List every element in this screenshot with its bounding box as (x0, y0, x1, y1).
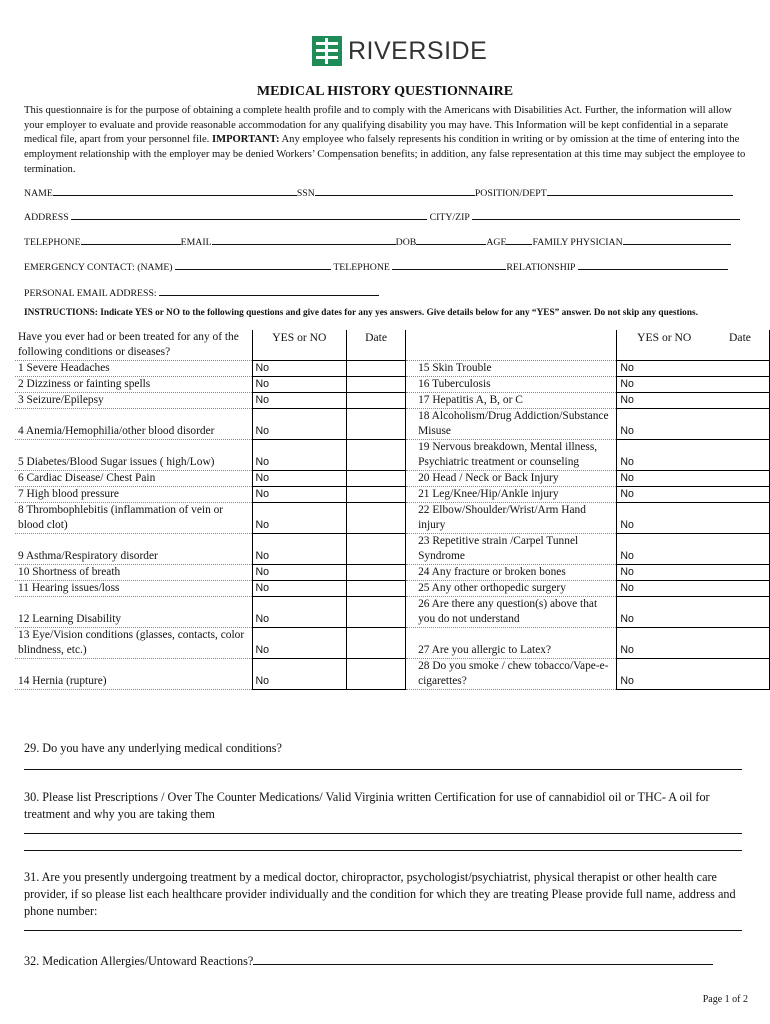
date-field[interactable] (347, 565, 406, 581)
condition-label: 8 Thrombophlebitis (inflammation of vein or blood clot) (15, 503, 252, 534)
condition-label: 26 Are there any question(s) above that you do not understand (406, 597, 617, 628)
date-field[interactable] (711, 361, 770, 377)
yes-no-answer[interactable]: No (617, 581, 711, 597)
header-yesno: YES or NO (252, 330, 347, 361)
table-row (15, 581, 770, 597)
name-label: NAME (24, 188, 53, 199)
table-row (15, 628, 770, 659)
condition-label: 13 Eye/Vision conditions (glasses, contacts, color blindness, etc.) (15, 628, 252, 659)
yes-no-answer[interactable]: No (252, 409, 347, 440)
date-field[interactable] (347, 487, 406, 503)
yes-no-answer[interactable]: No (252, 440, 347, 471)
intro-important: IMPORTANT: (211, 134, 280, 146)
city-zip-label: CITY/ZIP (429, 212, 470, 223)
telephone2-label: TELEPHONE (333, 262, 390, 273)
question-30-answer-line-2[interactable] (24, 849, 742, 851)
condition-label: 2 Dizziness or fainting spells (15, 377, 252, 393)
condition-label: 11 Hearing issues/loss (15, 581, 252, 597)
condition-label: 3 Seizure/Epilepsy (15, 393, 252, 409)
header-question: Have you ever had or been treated for any of the following conditions or diseases? (18, 331, 239, 358)
intro-paragraph (24, 104, 746, 178)
date-field[interactable] (711, 628, 770, 659)
table-row (15, 361, 770, 377)
table-row (15, 409, 770, 440)
condition-label: 14 Hernia (rupture) (15, 659, 252, 690)
question-30 (24, 789, 748, 851)
page-number: Page 1 of 2 (702, 994, 748, 1005)
question-31-text: 31. Are you presently undergoing treatment by a medical doctor, chiropractor, psychologist/psychiatrist, physical therapist or other health care provider, if so please list each healthcare provider individually and the condition for which they are treating Please provide full name, address and phone number: (24, 870, 736, 918)
family-physician-label: FAMILY PHYSICIAN (532, 237, 623, 248)
date-field[interactable] (347, 409, 406, 440)
address-field[interactable] (71, 210, 427, 220)
date-field[interactable] (347, 597, 406, 628)
date-field[interactable] (711, 597, 770, 628)
date-field[interactable] (347, 534, 406, 565)
table-row (15, 534, 770, 565)
date-field[interactable] (711, 393, 770, 409)
condition-label: 9 Asthma/Respiratory disorder (15, 534, 252, 565)
question-32-text: 32. Medication Allergies/Untoward Reactions? (24, 954, 254, 968)
date-field[interactable] (347, 659, 406, 690)
yes-no-answer[interactable]: No (617, 361, 711, 377)
date-field[interactable] (711, 659, 770, 690)
yes-no-answer[interactable]: No (617, 487, 711, 503)
field-row-emergency (24, 260, 748, 273)
conditions-table (15, 330, 770, 690)
family-physician-field[interactable] (623, 235, 731, 245)
yes-no-answer[interactable]: No (617, 471, 711, 487)
riverside-logo-mark-icon (312, 36, 342, 66)
condition-label: 19 Nervous breakdown, Mental illness, Psychiatric treatment or counseling (406, 440, 617, 471)
question-31-answer-line[interactable] (24, 929, 742, 931)
table-row (15, 487, 770, 503)
condition-label: 6 Cardiac Disease/ Chest Pain (15, 471, 252, 487)
age-label: AGE (486, 237, 507, 248)
condition-label: 1 Severe Headaches (15, 361, 252, 377)
intro-end: Any employee who falsely represents his condition in writing or by omission at the time of entering into the employment relationship with the employer may be denied Workers’ Compensation benefits; in addition, any false representation at this time may subject the employee to termination. (24, 134, 746, 175)
table-row (15, 597, 770, 628)
date-field[interactable] (347, 393, 406, 409)
address-label: ADDRESS (24, 212, 69, 223)
emergency-telephone-field[interactable] (392, 260, 506, 270)
emergency-contact-label: EMERGENCY CONTACT: (NAME) (24, 262, 173, 273)
field-row-personal-email (24, 286, 748, 299)
condition-label: 17 Hepatitis A, B, or C (406, 393, 617, 409)
personal-email-field[interactable] (159, 286, 379, 296)
header-blank (406, 330, 617, 361)
yes-no-answer[interactable]: No (617, 597, 711, 628)
page-title: MEDICAL HISTORY QUESTIONNAIRE (256, 84, 514, 99)
condition-label: 15 Skin Trouble (406, 361, 617, 377)
header-yesno-2: YES or NO (617, 330, 711, 361)
condition-label: 25 Any other orthopedic surgery (406, 581, 617, 597)
city-zip-field[interactable] (472, 210, 740, 220)
date-field[interactable] (347, 377, 406, 393)
date-field[interactable] (711, 377, 770, 393)
yes-no-answer[interactable]: No (252, 659, 347, 690)
header-date: Date (347, 330, 406, 361)
yes-no-answer[interactable]: No (252, 534, 347, 565)
date-field[interactable] (347, 440, 406, 471)
dob-label: DOB (395, 237, 417, 248)
condition-label: 7 High blood pressure (15, 487, 252, 503)
question-30-answer-line-1[interactable] (24, 832, 742, 834)
table-row (15, 659, 770, 690)
field-row-telephone (24, 235, 748, 248)
intro-start: This questionnaire is for the purpose of obtaining a complete health profile and to comply with the Americans with Disabilities Act. Further, the information will allow your employer to evaluate and provide reasonable accommodation for any qualifying disability you may have. This Information will be kept confidential in a separate medical file, apart from your personnel file. (24, 105, 732, 146)
date-field[interactable] (711, 581, 770, 597)
condition-label: 21 Leg/Knee/Hip/Ankle injury (406, 487, 617, 503)
yes-no-answer[interactable]: No (617, 534, 711, 565)
riverside-logo (312, 36, 488, 70)
dob-field[interactable] (416, 235, 486, 245)
ssn-field[interactable] (315, 186, 475, 196)
table-row (15, 377, 770, 393)
position-label: POSITION/DEPT (474, 188, 547, 199)
question-29 (24, 740, 748, 770)
condition-label: 28 Do you smoke / chew tobacco/Vape-e-cigarettes? (406, 659, 617, 690)
logo-text: RIVERSIDE (348, 37, 488, 65)
table-row (15, 503, 770, 534)
relationship-field[interactable] (578, 260, 728, 270)
condition-label: 24 Any fracture or broken bones (406, 565, 617, 581)
condition-label: 10 Shortness of breath (15, 565, 252, 581)
date-field[interactable] (711, 409, 770, 440)
age-field[interactable] (506, 235, 532, 245)
yes-no-answer[interactable]: No (617, 409, 711, 440)
table-row (15, 393, 770, 409)
yes-no-answer[interactable]: No (617, 628, 711, 659)
yes-no-answer[interactable]: No (252, 597, 347, 628)
condition-label: 27 Are you allergic to Latex? (406, 628, 617, 659)
field-row-name (24, 186, 748, 199)
field-row-address (24, 210, 748, 223)
email-field[interactable] (212, 235, 396, 245)
date-field[interactable] (711, 565, 770, 581)
date-field[interactable] (347, 581, 406, 597)
table-row (15, 565, 770, 581)
yes-no-answer[interactable]: No (252, 628, 347, 659)
date-field[interactable] (347, 471, 406, 487)
condition-label: 22 Elbow/Shoulder/Wrist/Arm Hand injury (406, 503, 617, 534)
question-32-answer-line[interactable] (253, 952, 713, 965)
telephone-label: TELEPHONE (24, 237, 81, 248)
yes-no-answer[interactable]: No (617, 377, 711, 393)
instructions: INSTRUCTIONS: Indicate YES or NO to the following questions and give dates for any yes answers. Give details below for any “YES” answer. Do not skip any questions. (24, 308, 698, 318)
emergency-contact-field[interactable] (175, 260, 331, 270)
yes-no-answer[interactable]: No (617, 393, 711, 409)
table-header-row (15, 330, 770, 361)
condition-label: 12 Learning Disability (15, 597, 252, 628)
condition-label: 20 Head / Neck or Back Injury (406, 471, 617, 487)
question-31 (24, 869, 748, 931)
telephone-field[interactable] (81, 235, 181, 245)
personal-email-label: PERSONAL EMAIL ADDRESS: (24, 288, 157, 299)
date-field[interactable] (711, 440, 770, 471)
table-row (15, 440, 770, 471)
yes-no-answer[interactable]: No (252, 503, 347, 534)
question-30-text: 30. Please list Prescriptions / Over The Counter Medications/ Valid Virginia written Certification for use of cannabidiol oil or THC- A oil for treatment and why you are taking them (24, 790, 710, 821)
relationship-label: RELATIONSHIP (506, 262, 576, 273)
header-date-2: Date (711, 330, 770, 361)
date-field[interactable] (711, 503, 770, 534)
yes-no-answer[interactable]: No (252, 471, 347, 487)
email-label: EMAIL (180, 237, 212, 248)
date-field[interactable] (347, 628, 406, 659)
name-field[interactable] (53, 186, 297, 196)
yes-no-answer[interactable]: No (617, 659, 711, 690)
question-32 (24, 952, 748, 970)
condition-label: 23 Repetitive strain /Carpel Tunnel Syndrome (406, 534, 617, 565)
yes-no-answer[interactable]: No (252, 377, 347, 393)
question-29-text: 29. Do you have any underlying medical conditions? (24, 741, 282, 755)
yes-no-answer[interactable]: No (252, 361, 347, 377)
condition-label: 18 Alcoholism/Drug Addiction/Substance Misuse (406, 409, 617, 440)
condition-label: 16 Tuberculosis (406, 377, 617, 393)
ssn-label: SSN (296, 188, 315, 199)
yes-no-answer[interactable]: No (252, 487, 347, 503)
date-field[interactable] (711, 534, 770, 565)
yes-no-answer[interactable]: No (617, 565, 711, 581)
date-field[interactable] (347, 503, 406, 534)
yes-no-answer[interactable]: No (252, 393, 347, 409)
condition-label: 5 Diabetes/Blood Sugar issues ( high/Low) (15, 440, 252, 471)
date-field[interactable] (711, 471, 770, 487)
yes-no-answer[interactable]: No (252, 581, 347, 597)
question-29-answer-line[interactable] (24, 768, 742, 770)
yes-no-answer[interactable]: No (617, 503, 711, 534)
yes-no-answer[interactable]: No (252, 565, 347, 581)
condition-label: 4 Anemia/Hemophilia/other blood disorder (15, 409, 252, 440)
yes-no-answer[interactable]: No (617, 440, 711, 471)
date-field[interactable] (711, 487, 770, 503)
table-row (15, 471, 770, 487)
date-field[interactable] (347, 361, 406, 377)
position-field[interactable] (547, 186, 733, 196)
